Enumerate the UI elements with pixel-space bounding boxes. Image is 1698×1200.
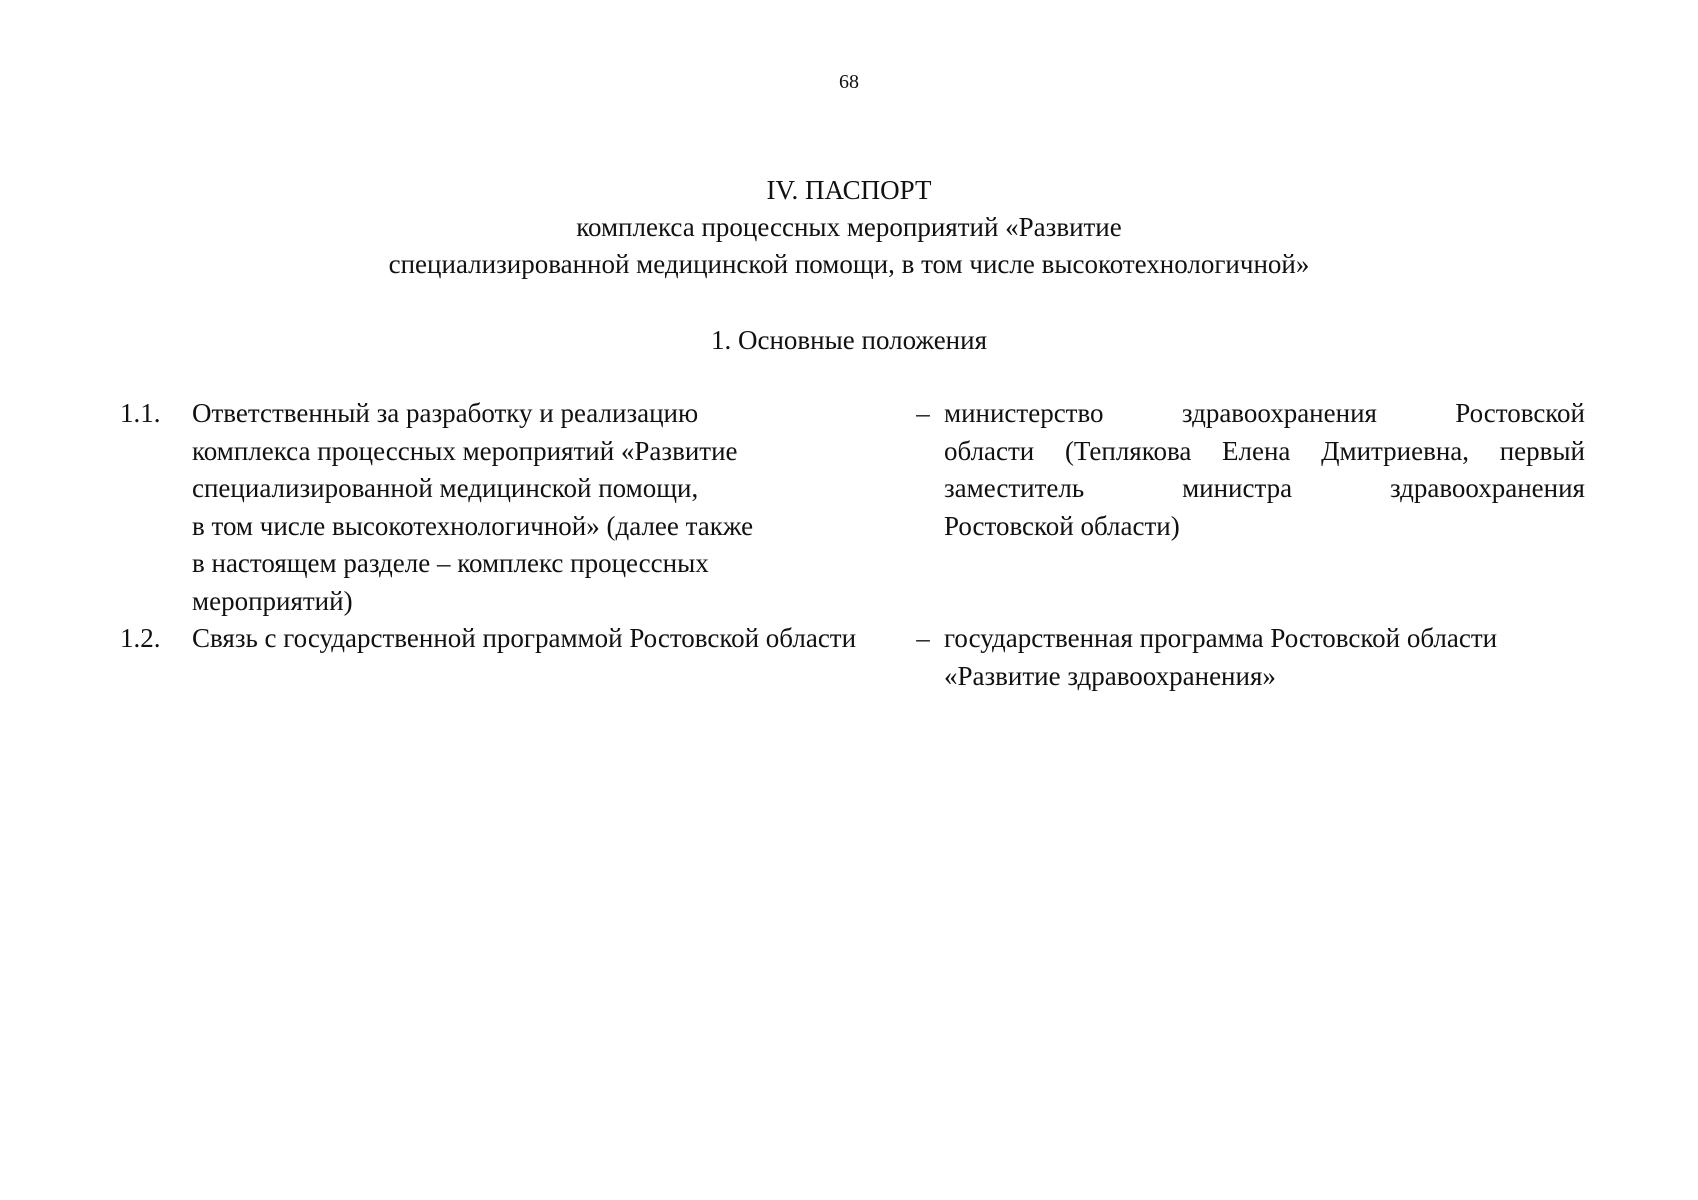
value-line: «Развитие здравоохранения»	[944, 660, 1276, 691]
provision-label: Ответственный за разработку и реализацию комплекса процессных мероприятий «Развитие специализированной медицинской помощи, в том числе высокотехнологичной» (далее также в настоящем разделе – комплекс процессных мероприятий)	[192, 398, 754, 616]
value-line: государственная программа Ростовской области	[944, 623, 1498, 653]
value-word: заместитель	[944, 473, 1085, 503]
value-word: здравоохранения	[1389, 473, 1585, 503]
value-word: Дмитриевна,	[1321, 435, 1470, 466]
title-line-complex: комплекса процессных мероприятий «Развитие	[576, 212, 1122, 242]
title-line-subject: специализированной медицинской помощи, в том числе высокотехнологичной»	[388, 249, 1310, 279]
provision-number: 1.2.	[120, 623, 161, 653]
value-line	[944, 433, 1585, 471]
title-line-section: IV. ПАСПОРТ	[766, 175, 932, 205]
value-word: министерство	[944, 398, 1104, 428]
provision-dash: –	[916, 398, 930, 428]
page-number: 68	[839, 71, 859, 93]
value-word: Ростовской	[1455, 398, 1585, 428]
value-word: области	[944, 435, 1035, 466]
value-line: Ростовской области)	[944, 510, 1180, 541]
provision-row	[120, 620, 1585, 695]
value-word: здравоохранения	[1181, 398, 1377, 428]
provision-dash: –	[916, 623, 930, 653]
value-word: (Теплякова	[1064, 435, 1192, 466]
provision-value	[944, 620, 1585, 695]
main-provisions-list	[120, 395, 1585, 695]
provision-value	[944, 395, 1585, 545]
value-word: Елена	[1222, 435, 1291, 466]
section-heading: 1. Основные положения	[711, 325, 987, 355]
provision-label: Связь с государственной программой Ростовской области	[192, 623, 857, 653]
provision-row	[120, 395, 1585, 620]
provision-number: 1.1.	[120, 398, 161, 428]
value-line	[944, 395, 1585, 433]
value-word: первый	[1499, 435, 1585, 466]
document-title	[0, 172, 1698, 283]
value-line	[944, 470, 1585, 508]
value-word: министра	[1182, 473, 1293, 503]
